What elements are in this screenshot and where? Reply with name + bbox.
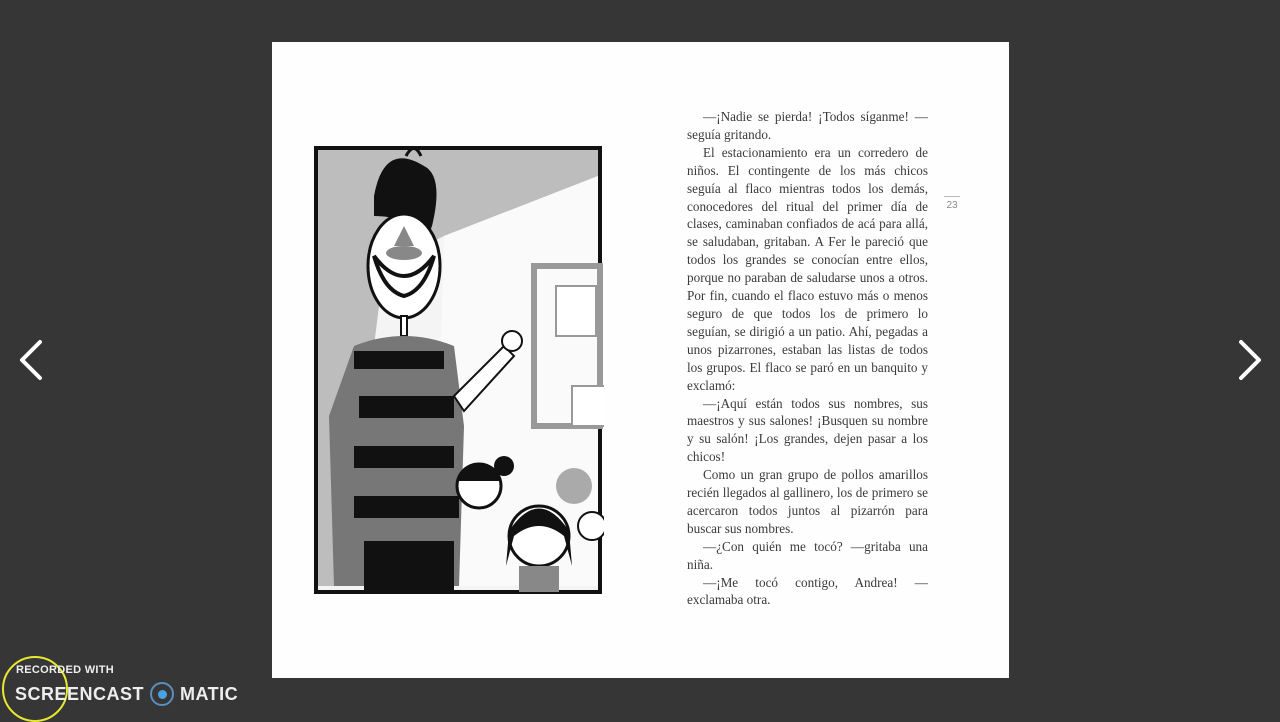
watermark-recorded-with: RECORDED WITH (16, 664, 115, 676)
paragraph: Como un gran grupo de pollos amarillos recién llegados al gallinero, los de primero se acercaron todos juntos al pizarrón para buscar sus nombres. (687, 467, 928, 536)
chevron-left-icon (10, 330, 50, 390)
next-page-button[interactable] (1231, 330, 1271, 390)
watermark-brand-right: MATIC (180, 683, 239, 704)
chevron-right-icon (1231, 330, 1271, 390)
paragraph: El estacionamiento era un corredero de niños. El contingente de los más chicos seguía al flaco mientras todos los demás, conocedores del ritual del primer día de clases, caminaban confiados de acá para allá, se saludaban, gritaban. A Fer le pareció que todos los grandes se conocían entre ellos, porque no paraban de saludarse unos a otros. Por fin, cuando el flaco estuvo más o menos seguro de que todos los de primero lo seguían, se dirigió a un patio. Ahí, pegadas a unos pizarrones, estaban las listas de todos los grupos. El flaco se paró en un banquito y exclamó: (687, 144, 928, 393)
paragraph: —¡Me tocó contigo, Andrea! —exclamaba otra. (687, 574, 928, 608)
watermark-brand-left: SCREENCAST (15, 683, 145, 704)
previous-page-button[interactable] (10, 330, 50, 390)
page-number: 23 (944, 196, 960, 211)
record-logo-icon (150, 682, 174, 706)
paragraph: —¡Nadie se pierda! ¡Todos síganme! —seguía gritando. (687, 109, 928, 142)
paragraph: —¿Con quién me tocó? —gritaba una niña. (687, 538, 928, 572)
screencast-o-matic-watermark (15, 682, 238, 706)
book-illustration (314, 146, 604, 596)
page-text (687, 108, 928, 609)
book-page (272, 42, 1009, 678)
paragraph: —¡Aquí están todos sus nombres, sus maestros y sus salones! ¡Busquen su nombre y su salón! ¡Los grandes, dejen pasar a los chicos! (687, 395, 928, 465)
